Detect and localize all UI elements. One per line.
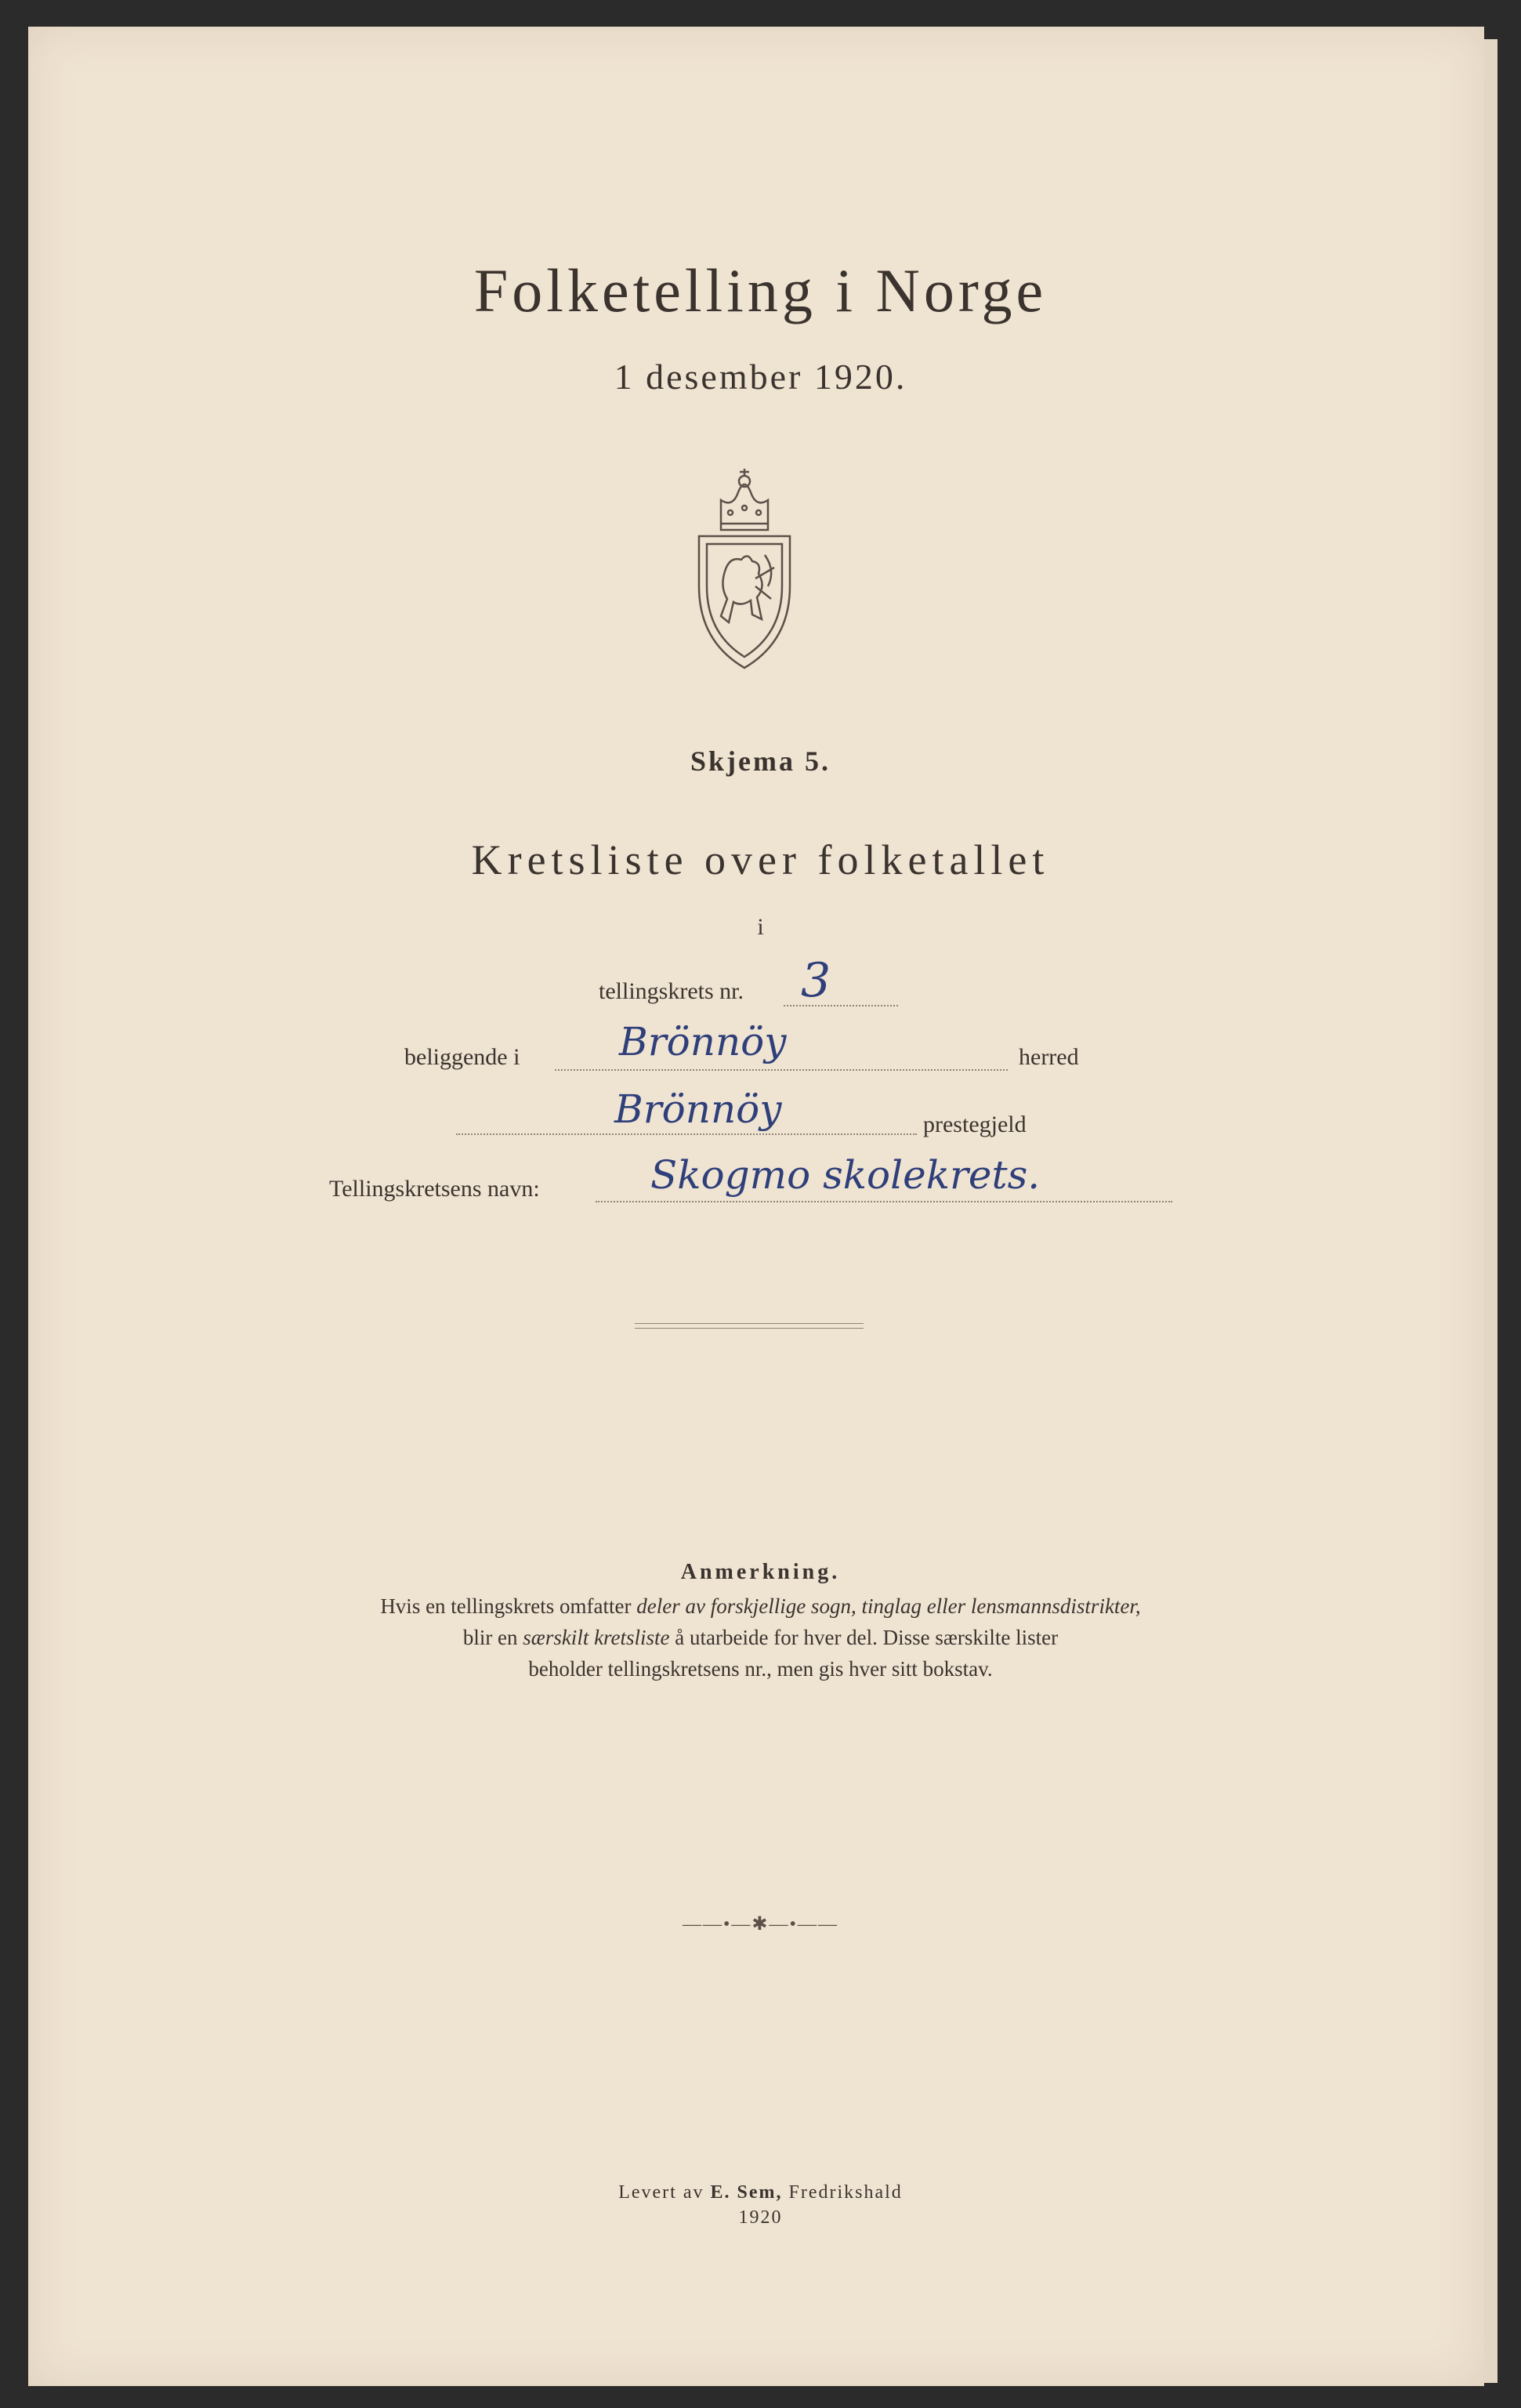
note-emphasis: deler av forskjellige sogn, tinglag eller lensmannsdistrikter, [636, 1594, 1141, 1618]
navn-value: Skogmo skolekrets. [650, 1152, 1041, 1198]
schema-number: Skjema 5. [690, 745, 831, 777]
preposition-i: i [757, 914, 764, 940]
document-title: Folketelling i Norge [473, 256, 1048, 325]
herred-value: Brönnöy [619, 1019, 787, 1064]
prestegjeld-line [456, 1133, 917, 1135]
printer-name: E. Sem, [710, 2182, 783, 2203]
note-text: blir en [462, 1626, 523, 1649]
note-text: Hvis en tellingskrets omfatter [380, 1594, 637, 1618]
printer-credit [0, 2182, 1521, 2203]
krets-value: 3 [801, 953, 831, 1008]
krets-label: tellingskrets nr. [599, 978, 744, 1004]
printer-place: Fredrikshald [782, 2182, 903, 2203]
note-line-1 [0, 1594, 1521, 1619]
prestegjeld-label: prestegjeld [923, 1112, 1027, 1137]
beliggende-label: beliggende i [404, 1044, 520, 1070]
navn-label: Tellingskretsens navn: [329, 1176, 540, 1202]
divider-rule [635, 1323, 864, 1329]
document-date: 1 desember 1920. [614, 357, 907, 397]
herred-label: herred [1019, 1044, 1079, 1070]
norwegian-coat-of-arms-icon [690, 469, 799, 673]
printer-text: Levert av [618, 2182, 711, 2203]
navn-line [596, 1201, 1172, 1202]
herred-line [555, 1069, 1008, 1071]
note-line-2 [0, 1626, 1521, 1650]
note-emphasis: særskilt kretsliste [523, 1626, 670, 1649]
note-text: å utarbeide for hver del. Disse særskilte lister [669, 1626, 1059, 1649]
prestegjeld-value: Brönnöy [614, 1086, 782, 1132]
note-line-3: beholder tellingskretsens nr., men gis hver sitt bokstav. [528, 1657, 993, 1681]
form-title: Kretsliste over folketallet [471, 836, 1050, 883]
note-heading: Anmerkning. [680, 1560, 841, 1584]
ornament-divider: ——•—✱—•—— [683, 1914, 838, 1935]
printer-year: 1920 [738, 2207, 783, 2228]
